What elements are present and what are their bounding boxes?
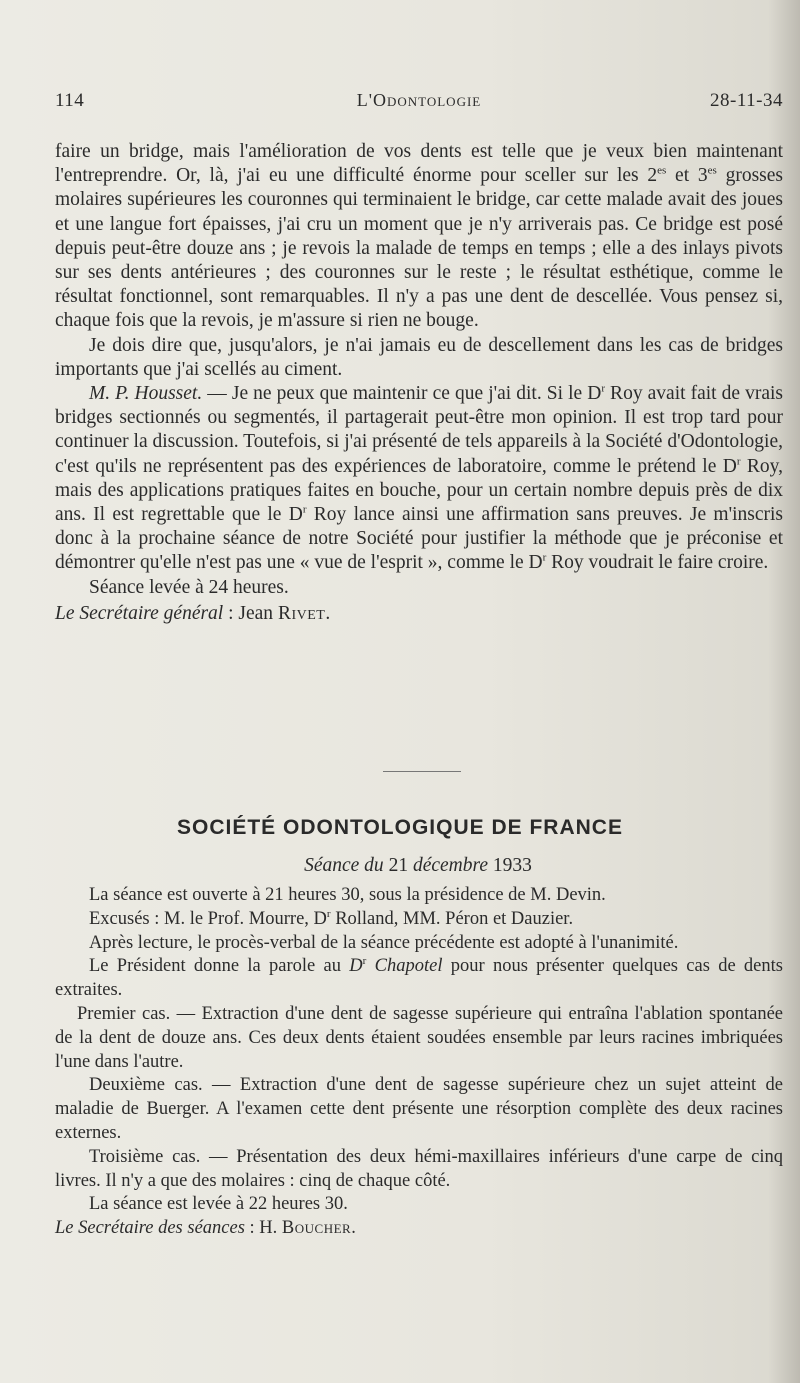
case-2: Deuxième cas. — Extraction d'une dent de sagesse supérieure chez un sujet atteint de maladie de Buerger. A l'examen cette dent présente une résorption complète des deux racines externes. [55, 1075, 783, 1143]
minutes-line-1: La séance est ouverte à 21 heures 30, sous la présidence de M. Devin. [89, 885, 606, 905]
minutes-line-2: Excusés : M. le Prof. Mourre, $D^r$ Rolland, MM. Péron et Dauzier. [89, 907, 574, 929]
section-title: SOCIÉTÉ ODONTOLOGIQUE DE FRANCE [177, 816, 623, 839]
case-1: Premier cas. — Extraction d'une dent de sagesse supérieure qui entraîna l'ablation spontanée de la dent de douze ans. Ces deux dents étaient soudées ensemble par leurs racines imbriquées l'une dans l'autre. [55, 1003, 783, 1072]
issue-date: 28-11-34 [710, 90, 783, 111]
minutes-line-4: Le Président donne la parole au $D^r$ Chapotel pour nous présenter quelques cas de dents extraites. [55, 955, 783, 1001]
signature-general-secretary: Le Secrétaire général : Jean Rivet. [55, 602, 331, 624]
paragraph-2: Je dois dire que, jusqu'alors, je n'ai jamais eu de descellement dans les cas de bridges importants que j'ai scellés au ciment. [55, 334, 783, 380]
speaker-name: M. P. Housset. [89, 383, 203, 405]
paragraph-1: faire un bridge, mais l'amélioration de vos dents est telle que je veux bien maintenant l'entreprendre. Or, là, j'ai eu une difficulté énorme pour sceller sur les $2^{es}$ et $3^{es}$ grosses molaires supérieures les couronnes qui terminaient le bridge, car cette malade avait des joues et une langue fort épaisses, j'ai cru un moment que je n'y arriverais pas. Ce bridge est posé depuis peut-être douze ans ; je revois la malade de temps en temps ; elle a des inlays pivots sur ses dents antérieures ; des couronnes sur le reste ; le résultat esthétique, comme le résultat fonctionnel, sont remarquables. Il n'y a pas une dent de descellée. Vous pensez si, chaque fois que la revois, je m'assure si rien ne bouge. [55, 141, 784, 332]
paragraph-4: Séance levée à 24 heures. [89, 576, 289, 598]
section-divider [383, 771, 461, 772]
minutes-line-3: Après lecture, le procès-verbal de la séance précédente est adopté à l'unanimité. [89, 932, 679, 953]
page-number: 114 [55, 90, 85, 111]
section-date: Séance du 21 décembre 1933 [304, 855, 532, 876]
case-3: Troisième cas. — Présentation des deux hémi-maxillaires inférieurs d'une carpe de cinq livres. Il n'y a que des molaires : cinq de chaque côté. [55, 1146, 783, 1191]
section-previous-meeting [55, 140, 783, 626]
minutes-closing: La séance est levée à 22 heures 30. [89, 1194, 348, 1215]
signature-meeting-secretary: Le Secrétaire des séances : H. Boucher. [55, 1218, 357, 1239]
running-head [55, 90, 783, 116]
journal-title: L'Odontologie [356, 90, 482, 110]
section-meeting-minutes [55, 884, 783, 1241]
paragraph-3: M. P. Housset. — Je ne peux que maintenir ce que j'ai dit. Si le $D^r$ Roy avait fait de vrais bridges sectionnés ou segmentés, il partagerait peut-être mon opinion. Il est trop tard pour continuer la discussion. Toutefois, si j'ai présenté de tels appareils à la Société d'Odontologie, c'est qu'ils ne représentent pas des expériences de laboratoire, comme le prétend le $D^r$ Roy, mais des applications pratiques faites en bouche, pour un certain nombre depuis près de dix ans. Il est regrettable que le $D^r$ Roy lance ainsi une affirmation sans preuves. Je m'inscris donc à la prochaine séance de notre Société pour justifier la méthode que je préconise et démontrer qu'elle n'est pas une « vue de l'esprit », comme le $D^r$ Roy voudrait le faire croire. [55, 382, 784, 574]
